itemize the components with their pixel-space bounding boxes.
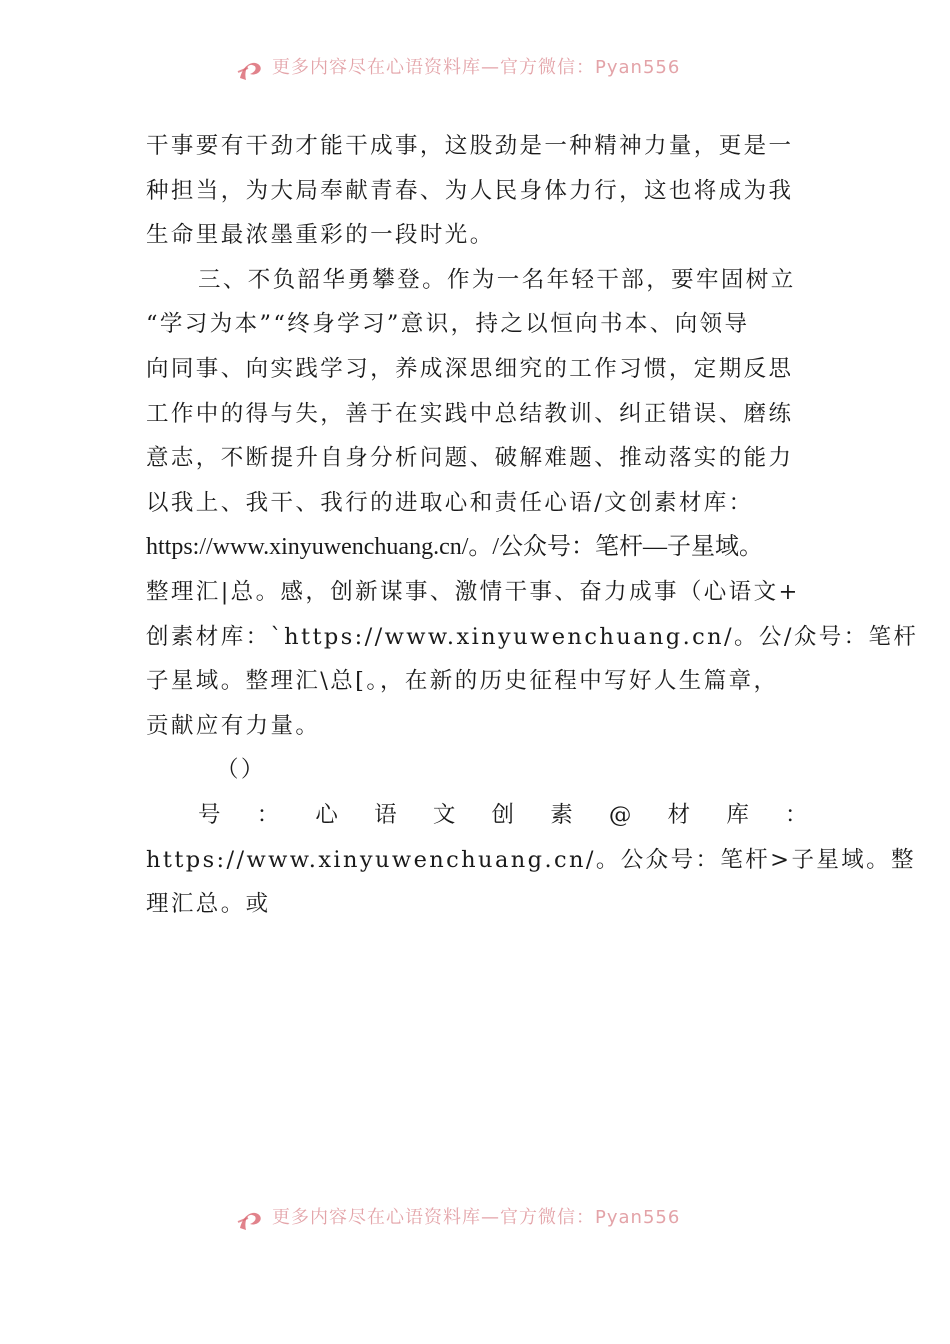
spread-char: 库	[726, 801, 752, 828]
spread-char: 创	[491, 801, 517, 828]
paragraph-line: 种担当，为大局奉献青春、为人民身体力行，这也将成为我	[146, 177, 794, 204]
url-line: https://www.xinyuwenchuang.cn/。公众号：笔杆>子星域。整	[146, 846, 916, 873]
paragraph-line: 工作中的得与失，善于在实践中总结教训、纠正错误、磨练	[146, 400, 794, 427]
spread-line	[146, 793, 810, 838]
paragraph-line: 理汇总。或	[146, 891, 271, 918]
paragraph-line: 干事要有干劲才能干成事，这股劲是一种精神力量，更是一	[146, 133, 794, 159]
paragraph-line: 整理汇|总。感，创新谋事、激情干事、奋力成事（心语文+	[146, 578, 800, 605]
watermark-header	[236, 56, 716, 86]
watermark-text: 更多内容尽在心语资料库—官方微信：Pyan556	[272, 1207, 681, 1228]
paragraph-line: 生命里最浓墨重彩的一段时光。	[146, 222, 495, 249]
brand-logo-icon	[236, 58, 266, 84]
spread-char: ：	[785, 801, 810, 828]
paragraph-line: 意志，不断提升自身分析问题、破解难题、推动落实的能力	[146, 445, 794, 472]
spread-char: 号	[198, 801, 223, 828]
spread-char: 语	[374, 801, 400, 828]
document-body	[146, 124, 919, 927]
paragraph-line: 贡献应有力量。	[146, 712, 321, 739]
url-line: https://www.xinyuwenchuang.cn/。/公众号：笔杆—子星域。	[146, 534, 764, 561]
paragraph-line: “学习为本”“终身学习”意识，持之以恒向书本、向领导	[146, 311, 750, 338]
spread-char: 心	[315, 801, 341, 828]
spread-char: 文	[432, 801, 458, 828]
paragraph-line: 以我上、我干、我行的进取心和责任心语/文创素材库：	[146, 489, 754, 516]
spread-char: ：	[256, 801, 282, 828]
empty-parentheses: （）	[216, 757, 266, 784]
paragraph-line: 向同事、向实践学习，养成深思细究的工作习惯，定期反思	[146, 355, 794, 382]
paragraph-line: 创素材库：`https://www.xinyuwenchuang.cn/。公/众号：笔杆	[146, 623, 919, 650]
brand-logo-icon	[236, 1208, 266, 1234]
spread-char: 素	[550, 801, 576, 828]
watermark-footer	[236, 1206, 716, 1236]
watermark-text: 更多内容尽在心语资料库—官方微信：Pyan556	[272, 57, 681, 78]
section-heading-line: 三、不负韶华勇攀登。作为一名年轻干部，要牢固树立	[198, 266, 796, 293]
spread-char: @	[608, 801, 634, 828]
paragraph-line: 子星域。整理汇\总[。，在新的历史征程中写好人生篇章，	[146, 668, 779, 695]
spread-char: 材	[667, 801, 693, 828]
